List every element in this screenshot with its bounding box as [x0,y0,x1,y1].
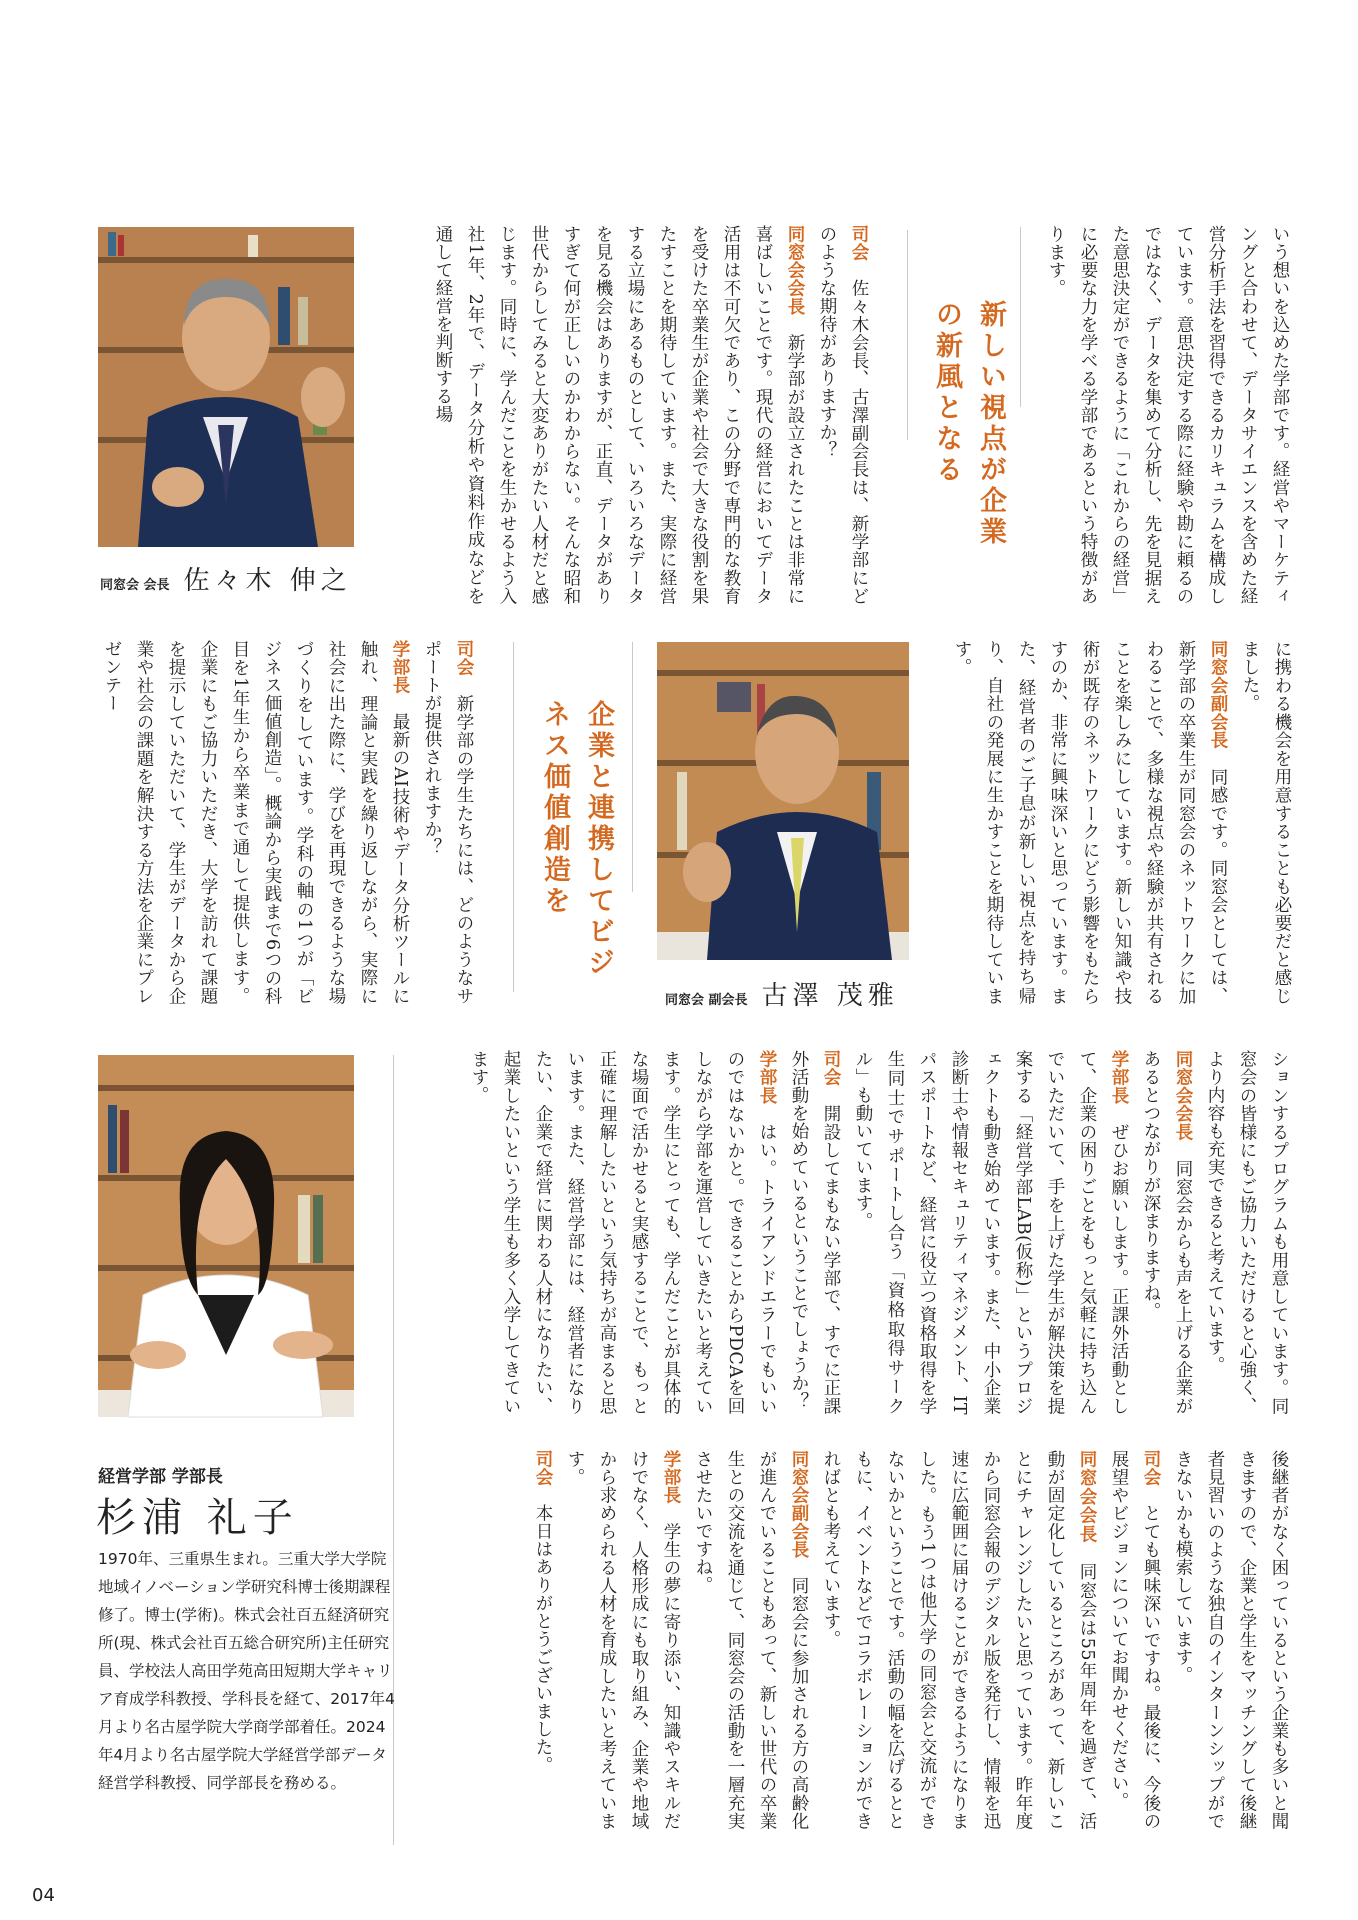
paragraph: 司会 とても興味深いですね。最後に、今後の展望やビジョンについてお聞かせください。 [1109,1450,1161,1831]
heading-business-value: 企業と連携してビジネス価値創造を [539,700,614,979]
caption-sasaki [100,560,352,597]
text-block-3 [948,640,1298,1005]
paragraph: 後継者がなく困っているという企業も多いと聞きますので、企業と学生をマッチングして後継者見習いのような独自のインターンシップができないかも模索しています。 [1173,1450,1289,1830]
text-block-1 [1036,225,1296,605]
paragraph: 司会 新学部の学生たちには、どのようなサポートが提供されますか？ [422,640,474,1006]
paragraph: ションするプログラムも用意しています。同窓会の皆様にもご協力いただけると心強く、より内容も充実できると考えています。 [1205,1050,1289,1415]
speaker-label: 同窓会会長 [1173,1050,1193,1142]
paragraph: 学部長 ぜひお願いします。正課外活動として、企業の困りごとをもっと気軽に持ち込んでいただいて、手を上げた学生が解決策を提案する「経営学部LAB(仮称)」というプロジェクトも動き始めています。また、中小企業診断士や情報セキュリティマネジメント、ITパスポートなど、経営に役立つ資格取得を学生同士でサポートし合う「資格取得サークル」も動いています。 [853,1050,1129,1416]
speaker-label: 司会 [454,640,474,677]
profile-bio: 1970年、三重県生まれ。三重大学大学院地域イノベーション学研究科博士後期課程修了。博士(学術)。株式会社百五経済研究所(現、株式会社百五総合研究所)主任研究員、学校法人高田学苑高田短期大学キャリア育成学科教授、学科長を経て、2017年4月より名古屋学院大学商学部着任。2024年4月より名古屋学院大学経営学部データ経営学科教授、同学部長を務める。 [98,1550,395,1792]
speaker-label: 同窓会副会長 [789,1450,809,1559]
paragraph: 司会 開設してまもない学部で、すでに正課外活動を始めているということでしょうか？ [789,1050,841,1416]
paragraph: いう想いを込めた学部です。経営やマーケティングと合わせて、データサイエンスを含めた経営分析手法を習得できるカリキュラムを構成しています。意思決定する際に経験や勘に頼るのではなく、データを集めて分析し、先を見据えた意思決定ができるように「これからの経営」に必要な力を学べる学部であるという特徴があります。 [1046,225,1290,605]
photo-sugiura [98,1055,354,1417]
caption-sasaki-name: 佐々木 伸之 [183,566,352,596]
paragraph: 学部長 最新のAI技術やデータ分析ツールに触れ、理論と実践を繰り返しながら、実際に社会に出た際に、学びを再現できるような場づくりをしています。学科の軸の1つが「ビジネス価値創造」。概論から実践まで6つの科目を1年生から卒業まで通して提供します。企業にもご協力いただき、大学を訪れて課題を提示していただいて、学生がデータから企業や社会の課題を解決する方法を企業にプレゼンテー [102,640,410,1006]
speaker-label: 司会 [533,1450,553,1486]
caption-furusawa [665,975,899,1012]
heading-new-perspective: 新しい視点が企業の新風となる [931,300,1006,548]
speaker-label: 同窓会会長 [785,225,805,316]
speaker-label: 学部長 [1109,1050,1129,1105]
speaker-label: 司会 [821,1050,841,1087]
rule-3 [513,642,514,992]
paragraph: 同窓会会長 同窓会からも声を上げる企業があるとつながりが深まりますね。 [1141,1050,1193,1416]
speaker-label: 司会 [1141,1450,1161,1487]
paragraph: 同窓会会長 新学部が設立されたことは非常に喜ばしいことです。現代の経営においてデータ活用は不可欠であり、この分野で専門的な教育を受けた卒業生が企業や社会で大きな役割を果たすことを期待しています。また、実際に経営する立場にあるものとして、いろいろなデータを見る機会はありますが、正直、データがありすぎて何が正しいのかわからない。そんな昭和世代からしてみると大変ありがたい人材だと感じます。同時に、学んだことを生かせるよう入社1年、2年で、データ分析や資料作成などを通して経営を判断する場 [433,225,805,606]
page-number: 04 [32,1885,55,1906]
paragraph: 学部長 はい。トライアンドエラーでもいいのではないかと。できることからPDCAを回しながら学部を運営していきたいと考えています。学生にとっても、学んだことが具体的な場面で活かせると実感することで、もっと正確に理解したいという気持ちが高まると思います。また、経営学部には、経営者になりたい、企業で経営に関わる人材になりたい、起業したいという学生も多く入学してきています。 [469,1050,777,1416]
photo-furusawa [657,642,909,960]
speaker-label: 司会 [849,225,869,262]
rule-1 [907,230,908,440]
paragraph: 同窓会副会長 同感です。同窓会としては、新学部の卒業生が同窓会のネットワークに加わることで、多様な視点や経験が共有されることを楽しみにしています。新しい知識や技術が既存のネットワークにどう影響をもたらすのか、非常に興味深いと思っています。また、経営者のご子息が新しい視点を持ち帰り、自社の発展に生かすことを期待しています。 [952,640,1228,1006]
text-block-5 [415,1050,1295,1415]
rule-2 [1020,227,1021,407]
caption-furusawa-role: 同窓会 副会長 [665,993,748,1008]
text-block-6 [415,1450,1295,1830]
profile-name: 杉浦 礼子 [96,1495,299,1541]
profile-role: 経営学部 学部長 [98,1467,223,1487]
paragraph: 司会 本日はありがとうございました。 [533,1450,553,1774]
caption-furusawa-name: 古澤 茂雅 [761,981,899,1011]
caption-sasaki-role: 同窓会 会長 [100,578,170,593]
paragraph: 同窓会副会長 同窓会に参加される方の高齢化が進んでいることもあって、新しい世代の卒業生との交流を通じて、同窓会の活動を一層充実させたいですね。 [693,1450,809,1831]
speaker-label: 同窓会会長 [1077,1450,1097,1544]
photo-sasaki [98,227,354,547]
speaker-label: 学部長 [757,1050,777,1105]
speaker-label: 学部長 [390,640,410,695]
rule-4 [632,642,633,892]
text-block-4 [102,640,480,1006]
paragraph: に携わる機会を用意することも必要だと感じました。 [1240,640,1292,1005]
paragraph: 学部長 学生の夢に寄り添い、知識やスキルだけでなく、人格形成にも取り組み、企業や地域から求められる人材を育成したいと考えています。 [565,1450,681,1831]
speaker-label: 学部長 [661,1450,681,1505]
paragraph: 司会 佐々木会長、古澤副会長は、新学部にどのような期待がありますか？ [817,225,869,606]
text-block-2 [400,225,875,605]
paragraph: 同窓会会長 同窓会は55年周年を過ぎて、活動が固定化しているところがあって、新しいことにチャレンジしたいと思っています。昨年度から同窓会報のデジタル版を発行し、情報を迅速に広範囲に届けることができるようになりました。もう1つは他大学の同窓会と交流ができないかということです。活動の幅を広げるとともに、イベントなどでコラボレーションができればとも考えています。 [821,1450,1097,1830]
speaker-label: 同窓会副会長 [1208,640,1228,750]
